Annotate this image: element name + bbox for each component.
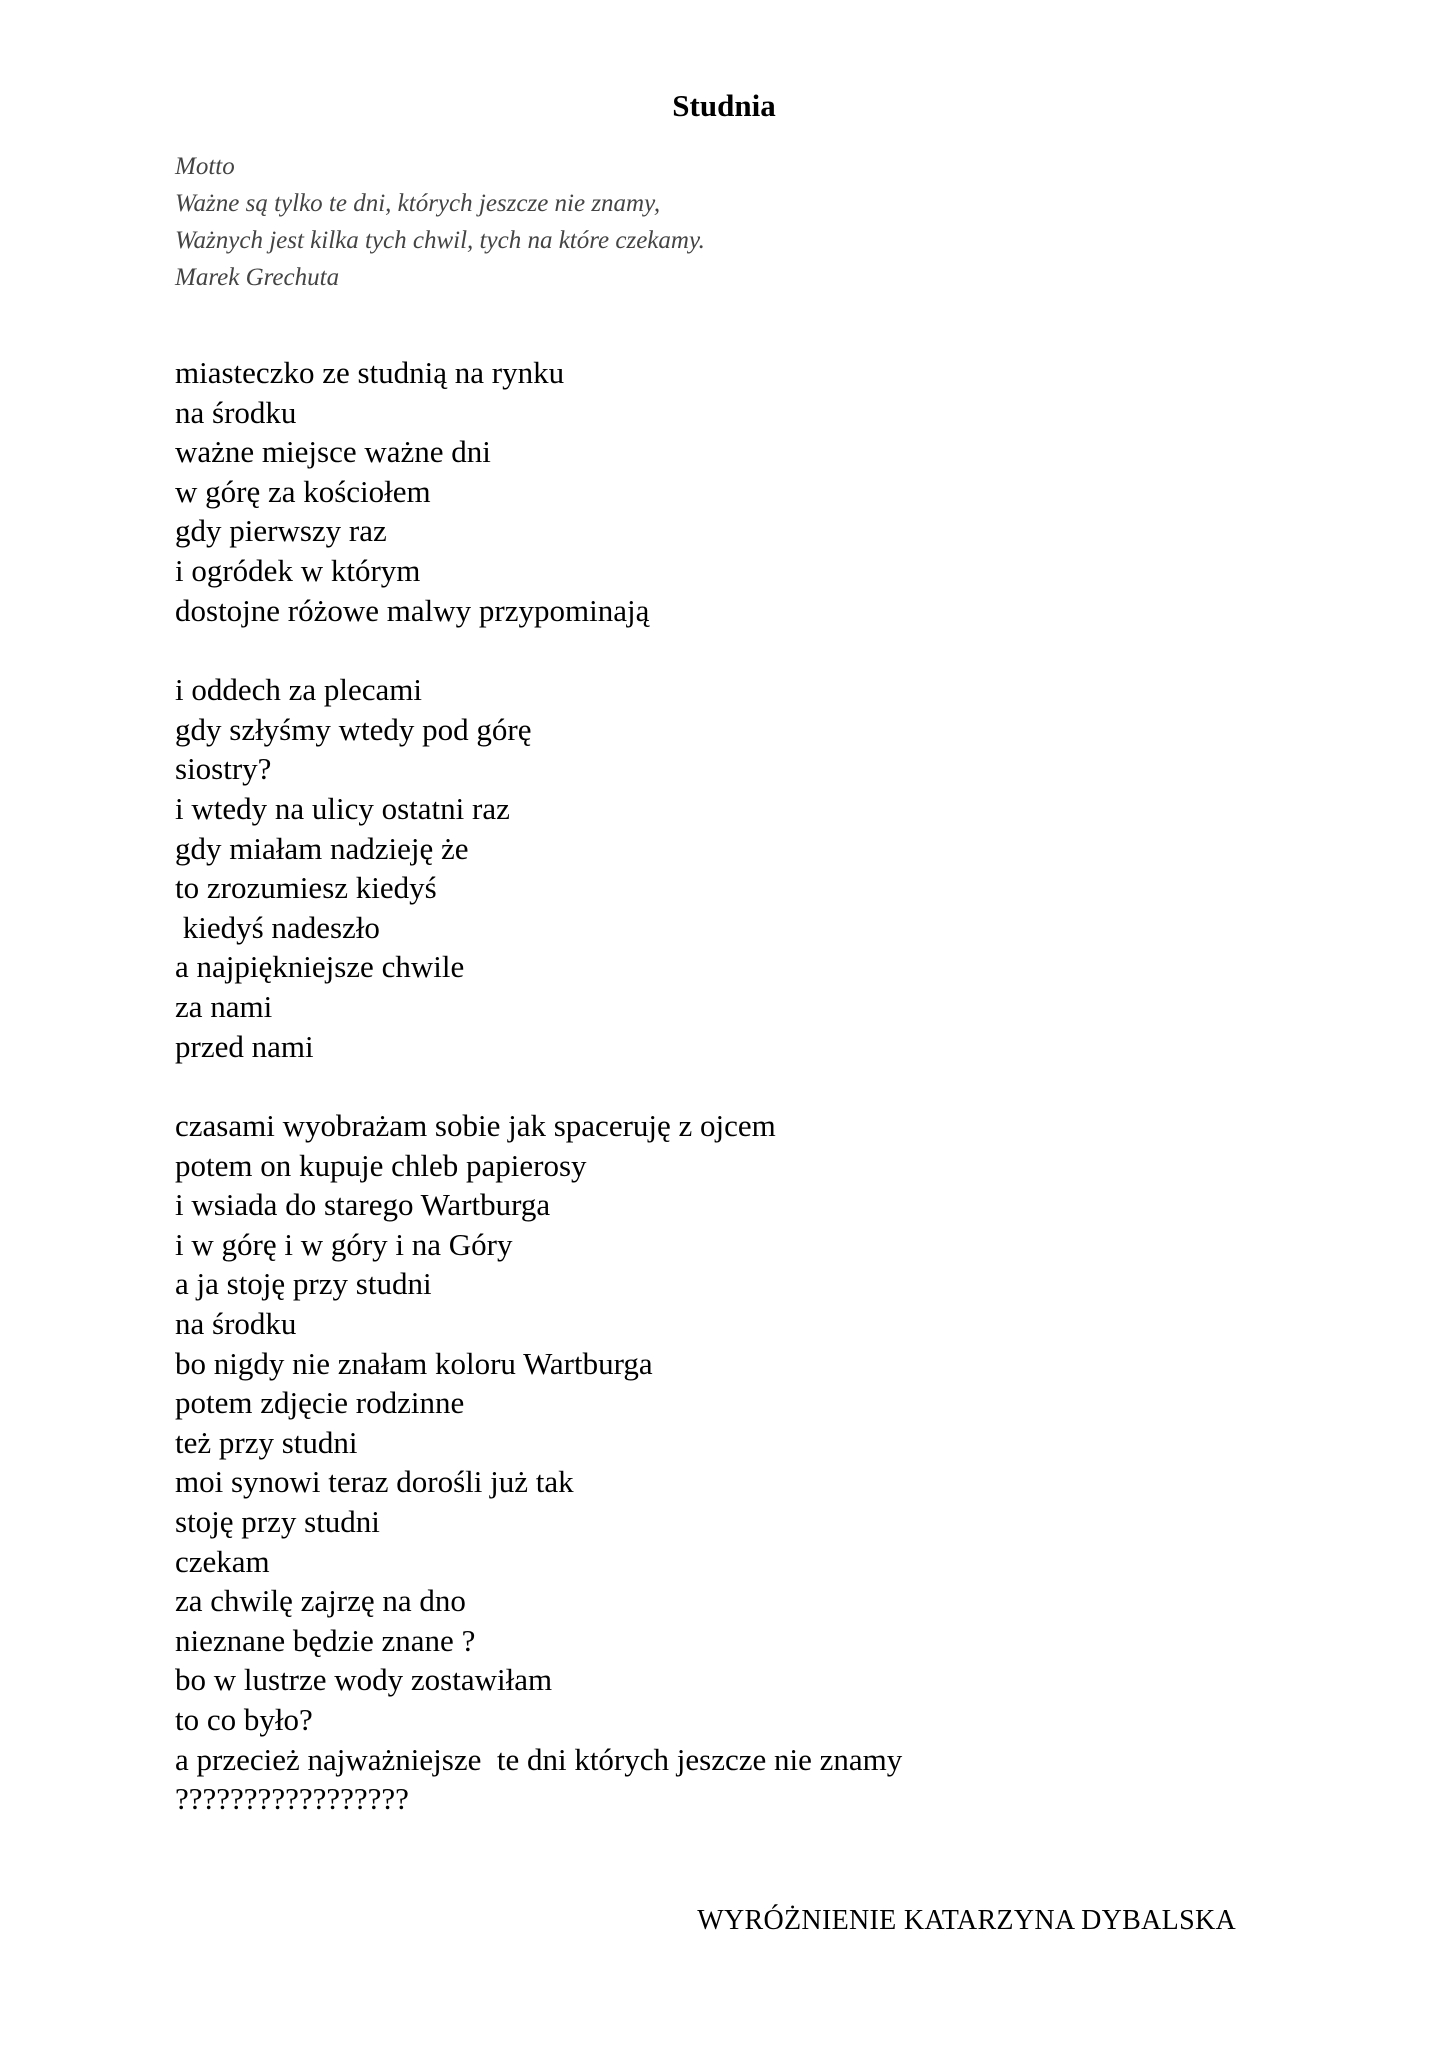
poem-line: na środku [175, 1306, 297, 1342]
poem-line: na środku [175, 394, 297, 430]
poem-line: i wsiada do starego Wartburga [175, 1187, 551, 1223]
poem-line: i ogródek w którym [175, 552, 421, 588]
poem-line: ????????????????? [175, 1781, 409, 1817]
poem-line: w górę za kościołem [175, 473, 431, 509]
poem-line: a ja stoję przy studni [175, 1266, 432, 1302]
stanza-2 [175, 670, 902, 1066]
poem-line: przed nami [175, 1028, 314, 1064]
poem-line: czekam [175, 1543, 270, 1579]
poem-line: stoję przy studni [175, 1504, 380, 1540]
poem-line: ważne miejsce ważne dni [175, 434, 491, 470]
poem-line: to zrozumiesz kiedyś [175, 870, 437, 906]
poem-title: Studnia [672, 88, 776, 123]
poem-line: gdy pierwszy raz [175, 513, 387, 549]
motto-block [175, 148, 705, 296]
poem-line: gdy miałam nadzieję że [175, 830, 469, 866]
poem-line: a przecież najważniejsze te dni których jeszcze nie znamy [175, 1741, 903, 1777]
poem-line: też przy studni [175, 1424, 358, 1460]
poem-line: bo w lustrze wody zostawiłam [175, 1662, 553, 1698]
poem-line: moi synowi teraz dorośli już tak [175, 1464, 574, 1500]
motto-line: Ważnych jest kilka tych chwil, tych na które czekamy. [175, 227, 705, 254]
poem-line: i w górę i w góry i na Góry [175, 1226, 513, 1262]
poem-line: a najpiękniejsze chwile [175, 949, 465, 985]
poem-line: i oddech za plecami [175, 672, 423, 708]
poem-line: kiedyś nadeszło [175, 909, 380, 945]
stanza-3 [175, 1106, 902, 1819]
poem-line: za chwilę zajrzę na dno [175, 1583, 466, 1619]
motto-author: Marek Grechuta [175, 264, 340, 291]
poem-line: nieznane będzie znane ? [175, 1622, 476, 1658]
poem-line: gdy szłyśmy wtedy pod górę [175, 711, 532, 747]
motto-heading: Motto [175, 153, 235, 180]
poem-line: potem zdjęcie rodzinne [175, 1385, 465, 1421]
poem-line: siostry? [175, 751, 272, 787]
poem-line: dostojne różowe malwy przypominają [175, 592, 650, 628]
poem-line: potem on kupuje chleb papierosy [175, 1147, 587, 1183]
poem-body [175, 353, 902, 1819]
stanza-1 [175, 353, 902, 630]
motto-line: Ważne są tylko te dni, których jeszcze nie znamy, [175, 190, 661, 217]
poem-line: bo nigdy nie znałam koloru Wartburga [175, 1345, 653, 1381]
poem-line: miasteczko ze studnią na rynku [175, 355, 565, 390]
poem-line: to co było? [175, 1702, 313, 1737]
award-signature: WYRÓŻNIENIE KATARZYNA DYBALSKA [697, 1905, 1236, 1936]
poem-line: i wtedy na ulicy ostatni raz [175, 790, 510, 826]
poem-line: za nami [175, 988, 273, 1024]
poem-line: czasami wyobrażam sobie jak spaceruję z ojcem [175, 1108, 776, 1144]
